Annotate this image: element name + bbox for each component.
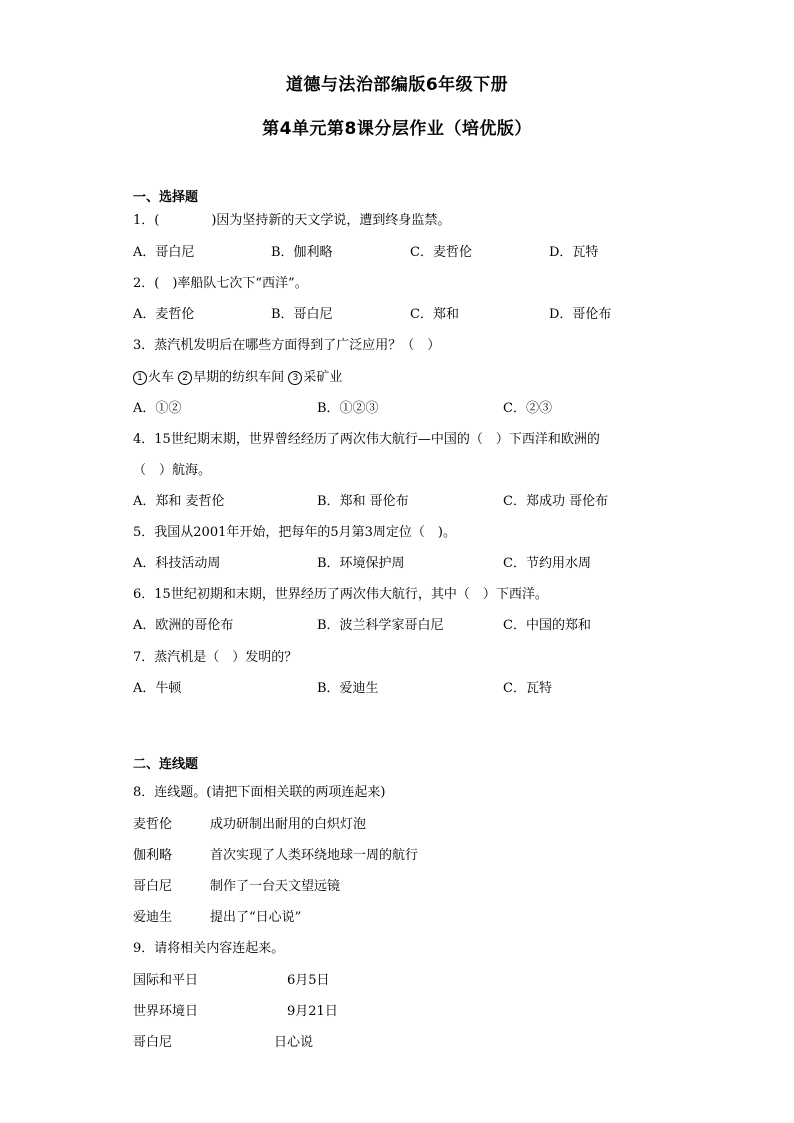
option-c: C．瓦特 (503, 681, 552, 696)
match-right-item: 制作了一台天文望远镜 (210, 879, 341, 894)
question-2-options (133, 306, 693, 324)
match-left-item: 哥白尼 (133, 879, 173, 894)
option-a: A．哥白尼 (133, 245, 195, 260)
option-d: D．瓦特 (549, 245, 599, 260)
option-c: C．郑和 (410, 307, 459, 322)
question-6-options (133, 617, 693, 635)
match-left-item: 国际和平日 (133, 973, 199, 988)
item-3: 采矿业 (303, 370, 343, 385)
question-4-options (133, 493, 693, 511)
option-a: A．郑和 麦哲伦 (133, 494, 225, 509)
match-left-item: 世界环境日 (133, 1004, 199, 1019)
option-c: C．郑成功 哥伦布 (503, 494, 609, 509)
option-d: D．哥伦布 (549, 307, 612, 322)
option-a: A．①② (133, 401, 182, 416)
option-b: B．环境保护周 (317, 556, 405, 571)
question-1-options (133, 244, 693, 262)
match-left-item: 爱迪生 (133, 910, 173, 925)
match-left-item: 麦哲伦 (133, 817, 173, 832)
circled-number-1: 1 (133, 371, 147, 385)
option-a: A．欧洲的哥伦布 (133, 618, 234, 633)
match-right-item: 提出了“日心说” (210, 910, 302, 925)
question-7-options (133, 680, 693, 698)
question-3: 3．蒸汽机发明后在哪些方面得到了广泛应用？（ ） (133, 338, 441, 353)
option-a: A．科技活动周 (133, 556, 221, 571)
option-a: A．牛顿 (133, 681, 182, 696)
match-left-item: 伽利略 (133, 848, 173, 863)
circled-number-2: 2 (178, 371, 192, 385)
question-9: 9．请将相关内容连起来。 (133, 941, 285, 956)
option-b: B．爱迪生 (317, 681, 379, 696)
option-b: B．郑和 哥伦布 (317, 494, 409, 509)
question-4-line-1: 4．15世纪期末期，世界曾经经历了两次伟大航行—中国的（ ）下西洋和欧洲的 (133, 432, 600, 447)
question-2: 2．( )率船队七次下“西洋”。 (133, 276, 308, 291)
circled-number-3: 3 (288, 371, 302, 385)
match-right-item: 9月21日 (287, 1004, 338, 1019)
option-b: B．伽利略 (271, 245, 333, 260)
item-1: 火车 (148, 370, 175, 385)
question-1: 1．( )因为坚持新的天文学说，遭到终身监禁。 (133, 213, 451, 228)
question-5-options (133, 555, 693, 573)
option-b: B．波兰科学家哥白尼 (317, 618, 444, 633)
page-subtitle: 第4单元第8课分层作业（培优版） (262, 119, 532, 139)
section-heading-choice: 一、选择题 (133, 190, 199, 205)
question-5: 5．我国从2001年开始，把每年的5月第3周定位（ )。 (133, 525, 456, 540)
question-4-line-2: （ ）航海。 (133, 463, 212, 478)
option-c: C．中国的郑和 (503, 618, 591, 633)
match-left-item: 哥白尼 (133, 1035, 173, 1050)
question-8: 8．连线题。(请把下面相关联的两项连起来) (133, 785, 386, 800)
option-b: B．①②③ (317, 401, 379, 416)
question-6: 6．15世纪初期和末期，世界经历了两次伟大航行，其中（ ）下西洋。 (133, 587, 548, 602)
question-3-options (133, 400, 693, 418)
question-7: 7．蒸汽机是（ ）发明的？ (133, 650, 298, 665)
option-a: A．麦哲伦 (133, 307, 195, 322)
option-c: C．②③ (503, 401, 552, 416)
option-c: C．麦哲伦 (410, 245, 472, 260)
question-3-items (133, 369, 342, 387)
match-right-item: 成功研制出耐用的白炽灯泡 (210, 817, 367, 832)
section-heading-matching: 二、连线题 (133, 757, 199, 772)
item-2: 早期的纺织车间 (193, 370, 285, 385)
option-c: C．节约用水周 (503, 556, 591, 571)
match-right-item: 6月5日 (287, 973, 330, 988)
match-right-item: 日心说 (274, 1035, 314, 1050)
match-right-item: 首次实现了人类环绕地球一周的航行 (210, 848, 419, 863)
option-b: B．哥白尼 (271, 307, 333, 322)
page-title: 道德与法治部编版6年级下册 (285, 75, 509, 95)
